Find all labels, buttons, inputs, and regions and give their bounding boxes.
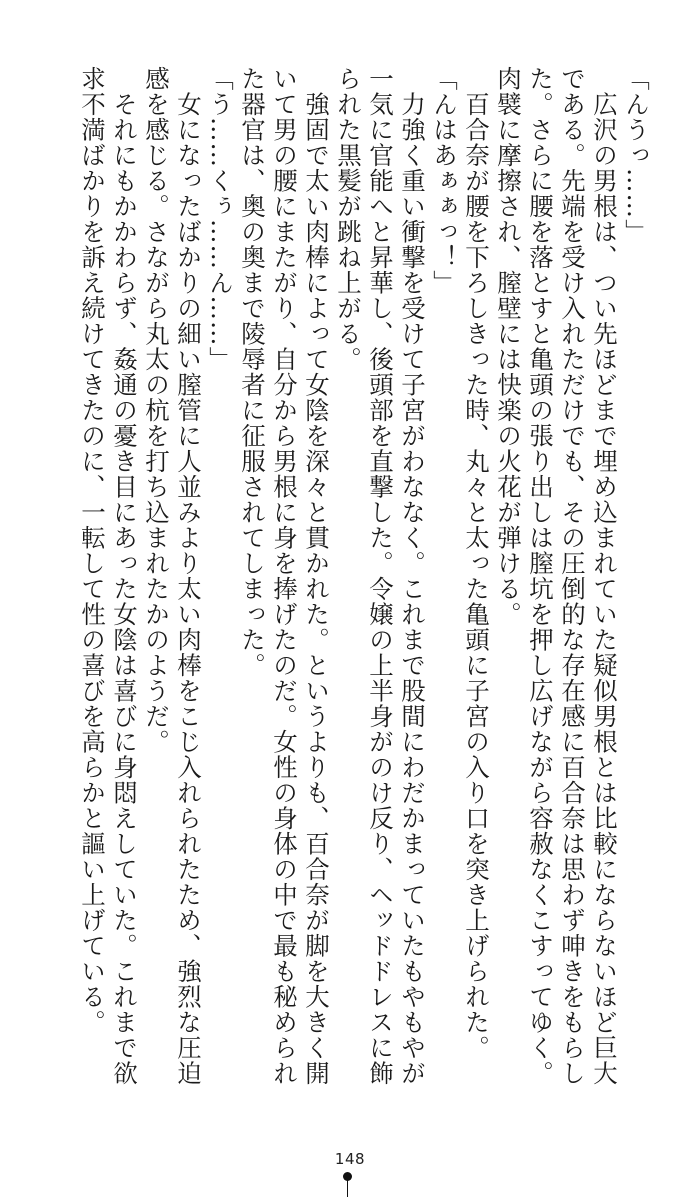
text-line: 強固で太い肉棒によって女陰を深々と貫かれた。というよりも、百合奈が脚を大きく開 bbox=[302, 66, 331, 1086]
text-line: られた黒髪が跳ね上がる。 bbox=[334, 66, 363, 372]
text-line: である。先端を受け入れただけでも、その圧倒的な存在感に百合奈は思わず呻きをもらし bbox=[558, 66, 587, 1086]
text-line: 感を感じる。さながら丸太の杭を打ち込まれたかのようだ。 bbox=[142, 66, 171, 755]
text-line: 広沢の男根は、つい先ほどまで埋め込まれていた疑似男根とは比較にならないほど巨大 bbox=[590, 66, 619, 1086]
text-line: 力強く重い衝撃を受けて子宮がわななく。これまで股間にわだかまっていたもやもやが bbox=[398, 66, 427, 1086]
text-line: 肉襞に摩擦され、膣壁には快楽の火花が弾ける。 bbox=[494, 66, 523, 627]
text-line: 求不満ばかりを訴え続けてきたのに、一転して性の喜びを高らかと謳い上げている。 bbox=[78, 66, 107, 1035]
text-line: 「んうっ……」 bbox=[622, 66, 651, 245]
vertical-text-body bbox=[28, 66, 652, 1156]
text-line: 「う……くぅ……ん……」 bbox=[206, 66, 235, 372]
text-line: た。さらに腰を落とすと亀頭の張り出しは膣坑を押し広げながら容赦なくこすってゆく。 bbox=[526, 66, 555, 1086]
text-line: それにもかかわらず、姦通の憂き目にあった女陰は喜びに身悶えしていた。これまで欲 bbox=[110, 66, 139, 1086]
text-line: いて男の腰にまたがり、自分から男根に身を捧げたのだ。女性の身体の中で最も秘められ bbox=[270, 66, 299, 1086]
text-line: 「んはあぁぁっ！」 bbox=[430, 66, 459, 296]
text-line: 百合奈が腰を下ろしきった時、丸々と太った亀頭に子宮の入り口を突き上げられた。 bbox=[462, 66, 491, 1061]
text-line: 女になったばかりの細い膣管に人並みより太い肉棒をこじ入れられたため、強烈な圧迫 bbox=[174, 66, 203, 1086]
text-line: 一気に官能へと昇華し、後頭部を直撃した。令嬢の上半身がのけ反り、ヘッドドレスに飾 bbox=[366, 66, 395, 1086]
page-number: 148 bbox=[334, 1150, 366, 1168]
page-marker-dot bbox=[343, 1172, 352, 1181]
text-line: た器官は、奥の奥まで陵辱者に征服されてしまった。 bbox=[238, 66, 267, 678]
